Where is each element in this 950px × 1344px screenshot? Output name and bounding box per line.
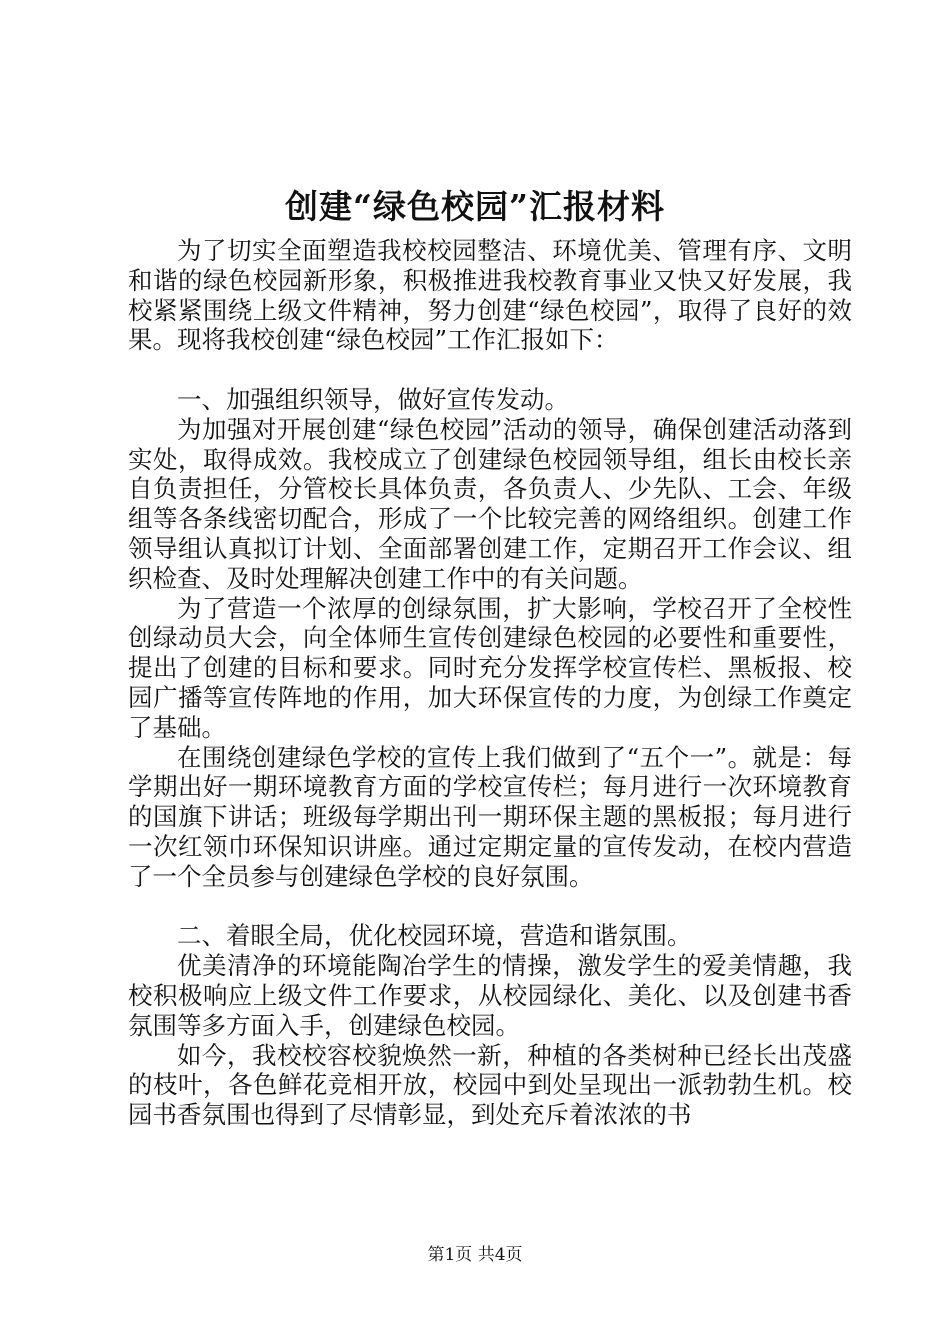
page-number-footer: 第1页 共4页 [427, 1245, 523, 1265]
document-title: 创建“绿色校园”汇报材料 [285, 187, 665, 226]
paragraph-spacer [128, 355, 852, 385]
section-2-heading: 二、着眼全局，优化校园环境，营造和谐氛围。 [177, 921, 692, 951]
section-1-paragraph-2: 为了营造一个浓厚的创绿氛围，扩大影响，学校召开了全校性创绿动员大会，向全体师生宣传创建绿色校园的必要性和重要性，提出了创建的目标和要求。同时充分发挥学校宣传栏、黑板报、校园广播等宣传阵地的作用，加大环保宣传的力度，为创绿工作奠定了基础。 [128, 593, 852, 742]
section-1-heading: 一、加强组织领导，做好宣传发动。 [177, 384, 569, 414]
intro-paragraph: 为了切实全面塑造我校校园整洁、环境优美、管理有序、文明和谐的绿色校园新形象，积极推进我校教育事业又快又好发展，我校紧紧围绕上级文件精神，努力创建“绿色校园”，取得了良好的效果。现将我校创建“绿色校园”工作汇报如下： [128, 236, 852, 355]
section-2-paragraph-2: 如今，我校校容校貌焕然一新，种植的各类树种已经长出茂盛的枝叶，各色鲜花竞相开放，校园中到处呈现出一派勃勃生机。校园书香氛围也得到了尽情彰显，到处充斥着浓浓的书 [128, 1040, 852, 1130]
section-2-paragraph-1: 优美清净的环境能陶冶学生的情操，激发学生的爱美情趣，我校积极响应上级文件工作要求，从校园绿化、美化、以及创建书香氛围等多方面入手，创建绿色校园。 [128, 951, 852, 1040]
paragraph-spacer [128, 892, 852, 922]
section-1-paragraph-1: 为加强对开展创建“绿色校园”活动的领导，确保创建活动落到实处，取得成效。我校成立了创建绿色校园领导组，组长由校长亲自负责担任，分管校长具体负责，各负责人、少先队、工会、年级组等各条线密切配合，形成了一个比较完善的网络组织。创建工作领导组认真拟订计划、全面部署创建工作，定期召开工作会议、组织检查、及时处理解决创建工作中的有关问题。 [128, 414, 852, 593]
document-body [128, 236, 852, 1130]
section-1-paragraph-3: 在围绕创建绿色学校的宣传上我们做到了“五个一”。就是：每学期出好一期环境教育方面的学校宣传栏；每月进行一次环境教育的国旗下讲话；班级每学期出刊一期环保主题的黑板报；每月进行一次红领巾环保知识讲座。通过定期定量的宣传发动，在校内营造了一个全员参与创建绿色学校的良好氛围。 [128, 742, 852, 891]
